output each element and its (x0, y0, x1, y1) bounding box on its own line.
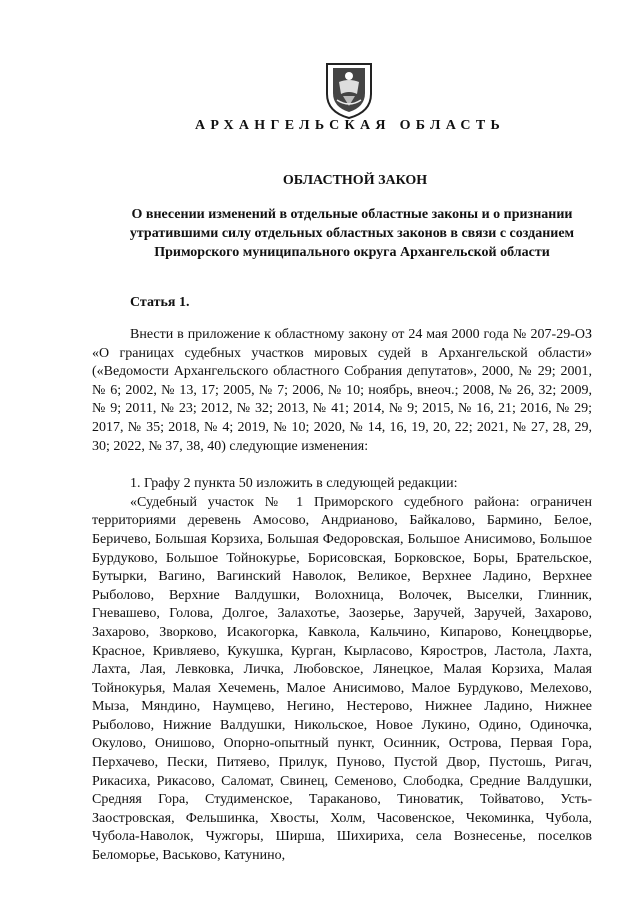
item-1-paragraph: 1. Графу 2 пункта 50 изложить в следующей редакции: (130, 476, 458, 492)
law-subject-title: О внесении изменений в отдельные областные законы и о признании утратившими силу отдельных областных законов в связи с созданием Приморского муниципального округа Архангельской области (129, 207, 575, 260)
law-type-title: ОБЛАСТНОЙ ЗАКОН (282, 173, 428, 188)
quoted-text-paragraph: «Судебный участок № 1 Приморского судебного района: ограничен территориями деревень Амосово, Андрианово, Байкалово, Бармино, Белое, Беричево, Большая Корзиха, Большая Федоровская, Большое Анисимово, Большое Бурдуково, Большое Тойнокурье, Борисовская, Борковское, Боры, Брательское, Бутырки, Вагино, Вагинский Наволок, Великое, Верхнее Ладино, Верхнее Рыболово, Верхние Валдушки, Волохница, Волочек, Выселки, Глинник, Гневашево, Голова, Долгое, Залахотье, Заозерье, Заручей, Заручей, Захарово, Захарово, Зворково, Исакогорка, Кавкола, Кальчино, Кипарово, Конецдворье, Красное, Кривляево, Кукушка, Курган, Кырласово, Кяростров, Ластола, Лахта, Лахта, Лая, Левковка, Личка, Любовское, Лянецкое, Малая Корзиха, Малая Тойнокурья, Малая Хечемень, Малое Анисимово, Малое Бурдуково, Мелехово, Мыза, Мяндино, Наумцево, Негино, Нестерово, Нижнее Ладино, Нижнее Рыболово, Нижние Валдушки, Никольское, Новое Лукино, Одино, Одиночка, Окулово, Онишово, Опорно-опытный пункт, Осинник, Острова, Первая Гора, Перхачево, Пески, Питяево, Прилук, Пуново, Пустой Двор, Пустошь, Ригач, Рикасиха, Рикасово, Саломат, Свинец, Семеново, Слободка, Средние Валдушки, Средняя Гора, Студименское, Тараканово, Тиноватик, Тойватово, Усть-Заостровская, Фельшинка, Хвосты, Холм, Часовенское, Чекоминка, Чубола, Чубола-Наволок, Чужгоры, Ширша, Шихириха, села Вознесенье, поселков Беломорье, Васьково, Катунино, (92, 494, 592, 864)
article-intro-paragraph: Внести в приложение к областному закону от 24 мая 2000 года № 207-29-ОЗ «О границах судебных участков мировых судей в Архангельской области» («Ведомости Архангельского областного Собрания депутатов», 2000, № 29; 2001, № 6; 2002, № 13, 17; 2005, № 7; 2006, № 10; ноябрь, внеоч.; 2008, № 26, 32; 2009, № 9; 2011, № 23; 2012, № 32; 2013, № 41; 2014, № 9; 2015, № 16, 21; 2016, № 29; 2017, № 35; 2018, № 4; 2019, № 10; 2020, № 14, 16, 19, 20, 22; 2021, № 27, 28, 29, 30; 2022, № 37, 38, 40) следующие изменения: (92, 327, 592, 454)
article-heading: Статья 1. (130, 295, 190, 310)
region-title: АРХАНГЕЛЬСКАЯ ОБЛАСТЬ (194, 118, 506, 133)
article-body (92, 326, 592, 866)
coat-of-arms-emblem (323, 60, 375, 120)
